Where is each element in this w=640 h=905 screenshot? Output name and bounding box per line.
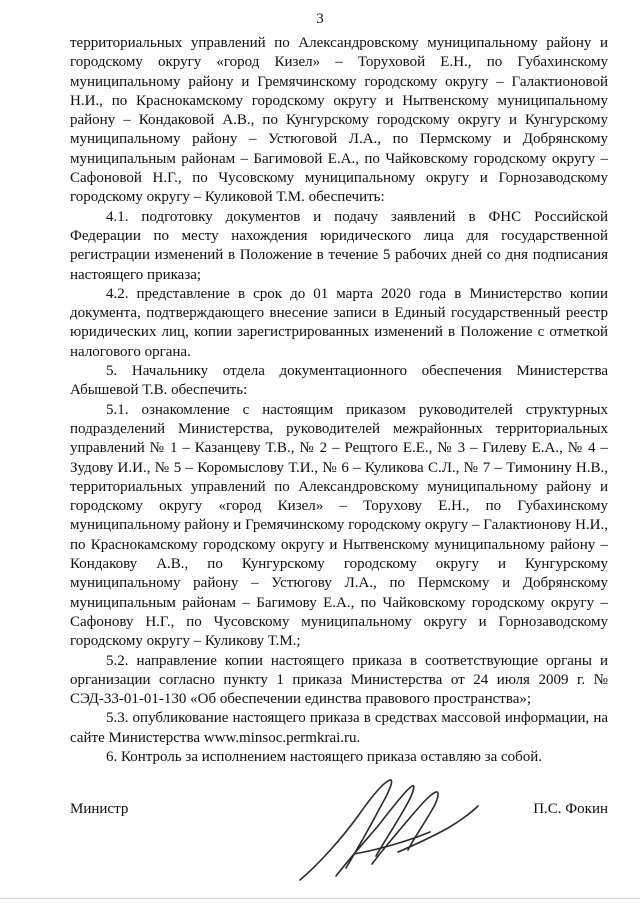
signatory-title: Министр	[70, 801, 129, 817]
paragraph-5-1: 5.1. ознакомление с настоящим приказом руководителей структурных подразделений Министерства, руководителей межрайонных территориальных управлений № 1 – Казанцеву Т.В., № 2 – Рещтого Е.Е., № 3 – Гилеву Е.А., № 4 – Зудову И.И., № 5 – Коромыслову Т.И., № 6 – Куликова С.Л., № 7 – Тимонину Н.В., территориальных управлений по Александровскому муниципальному району и городскому округу «город Кизел» – Торухову Е.Н., по Губахинскому муниципальному району и Гремячинскому городскому округу – Галактионову Н.И., по Краснокамскому городскому округу и Нытвенскому муниципальному району – Кондакову А.В., по Кунгурскому городскому округу и Кунгурскому муниципальному району – Устюгову Л.А., по Пермскому и Добрянскому муниципальным районам – Багимову Е.А., по Чайковскому городскому округу – Сафонову Н.Г., по Чусовскому муниципальному округу и Горнозаводскому городскому округу – Куликову Т.М.;	[70, 401, 608, 650]
page-number: 3	[316, 11, 324, 27]
paragraph-4-2: 4.2. представление в срок до 01 марта 2020 года в Министерство копии документа, подтверждающего внесение записи в Единый государственный реестр юридических лиц, копии зарегистрированных изменений в Положение с отметкой налогового органа.	[70, 285, 608, 360]
paragraph-territorial-continuation: территориальных управлений по Александровскому муниципальному району и городскому округу «город Кизел» – Торуховой Е.Н., по Губахинскому муниципальному району и Гремячинскому городскому округу – Галактионовой Н.И., по Краснокамскому городскому округу и Нытвенскому муниципальному району – Кондаковой А.В., по Кунгурскому городскому округу и Кунгурскому муниципальному району – Устюговой Л.А., по Пермскому и Добрянскому муниципальным районам – Багимовой Е.А., по Чайковскому городскому округу – Сафоновой Н.Г., по Чусовскому муниципальному округу и Горнозаводскому городскому округу – Куликовой Т.М. обеспечить:	[70, 35, 608, 206]
document-body	[70, 34, 608, 767]
paragraph-6: 6. Контроль за исполнением настоящего приказа оставляю за собой.	[106, 748, 543, 765]
bottom-edge-line	[0, 898, 640, 899]
paragraph-5-2: 5.2. направление копии настоящего приказа в соответствующие органы и организации согласно пункту 1 приказа Министерства от 24 июля 2009 г. № СЭД-33-01-01-130 «Об обеспечении единства правового пространства»;	[70, 652, 608, 708]
handwritten-signature	[280, 768, 490, 888]
paragraph-5: 5. Начальнику отдела документационного обеспечения Министерства Абышевой Т.В. обеспечить:	[70, 363, 608, 399]
signature-block	[70, 800, 608, 890]
paragraph-4-1: 4.1. подготовку документов и подачу заявлений в ФНС Российской Федерации по месту нахождения юридического лица для государственной регистрации изменений в Положение в течение 5 рабочих дней со дня подписания настоящего приказа;	[70, 208, 608, 283]
signatory-name: П.С. Фокин	[533, 801, 608, 817]
paragraph-5-3: 5.3. опубликование настоящего приказа в средствах массовой информации, на сайте Министерства www.minsoc.permkrai.ru.	[70, 710, 608, 746]
